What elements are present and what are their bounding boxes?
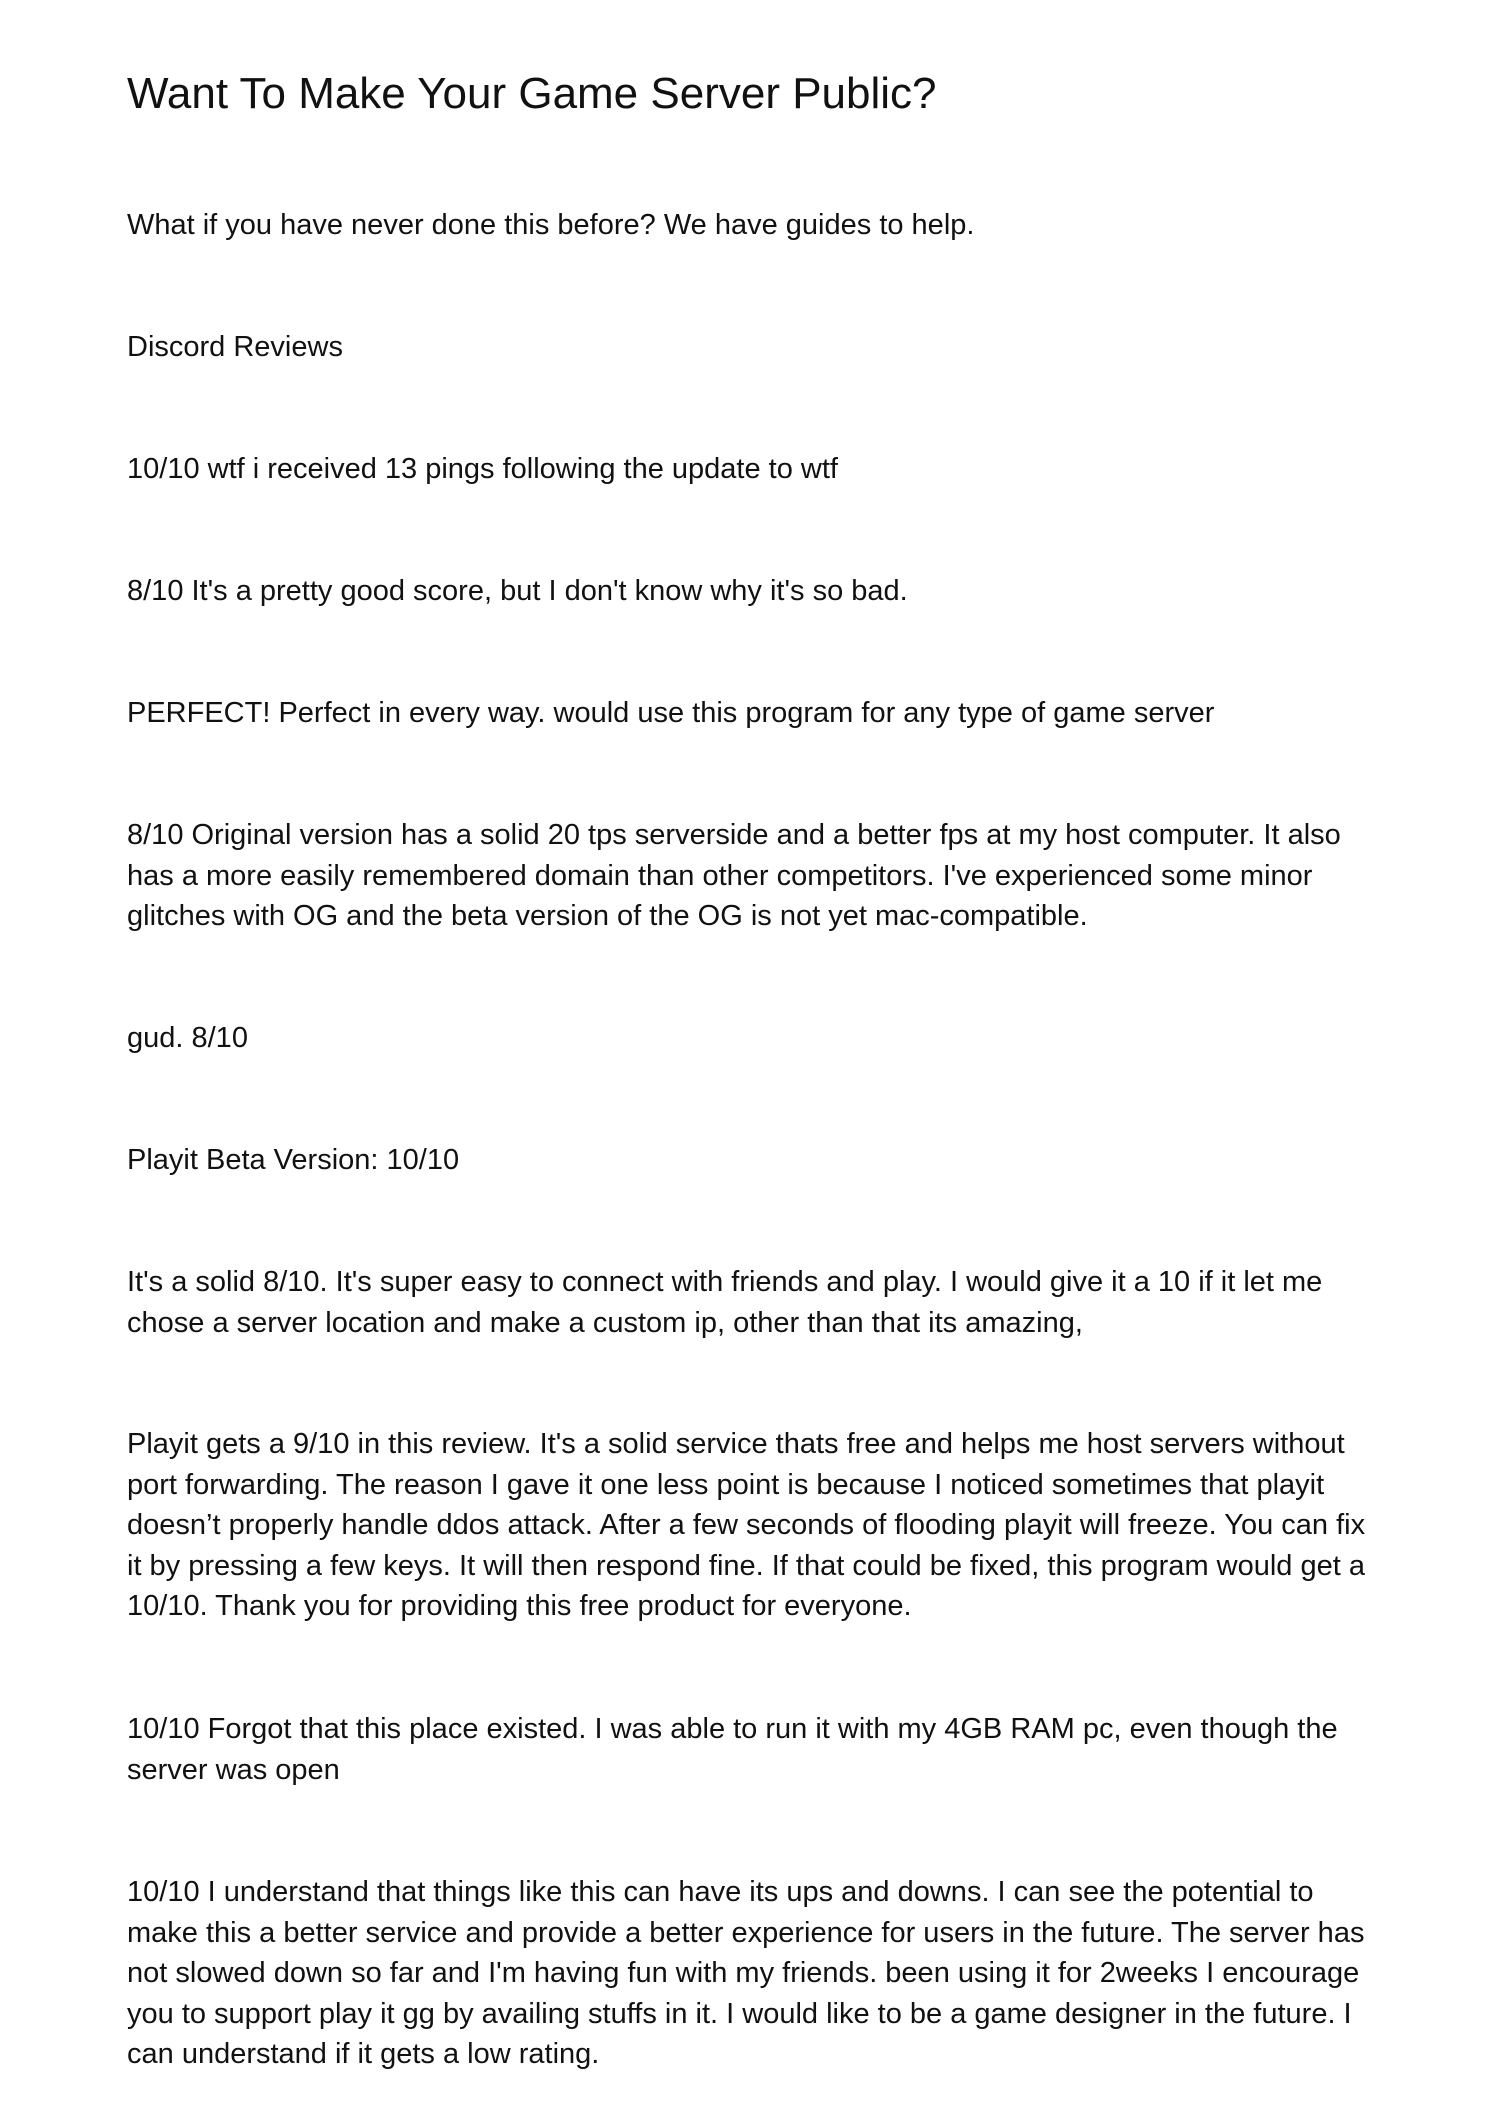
review-paragraph: Playit gets a 9/10 in this review. It's a solid service thats free and helps me host servers without port forwarding. The reason I gave it one less point is because I noticed sometimes that playit doesn’t properly handle ddos attack. After a few seconds of flooding playit will freeze. You can fix it by pressing a few keys. It will then respond fine. If that could be fixed, this program would get a 10/10. Thank you for providing this free product for everyone. (127, 1428, 1366, 1623)
review-paragraph: 10/10 wtf i received 13 pings following the update to wtf (127, 453, 838, 485)
section-heading: Discord Reviews (127, 331, 343, 363)
review-paragraph: It's a solid 8/10. It's super easy to connect with friends and play. I would give it a 10 if it let me chose a server location and make a custom ip, other than that its amazing, (127, 1266, 1323, 1339)
review-paragraph: 8/10 It's a pretty good score, but I don't know why it's so bad. (127, 575, 908, 607)
review-paragraph: PERFECT! Perfect in every way. would use this program for any type of game server (127, 697, 1215, 729)
review-paragraph: 10/10 Forgot that this place existed. I was able to run it with my 4GB RAM pc, even though the server was open (127, 1713, 1338, 1786)
review-paragraph: gud. 8/10 (127, 1022, 248, 1054)
review-paragraph: Playit Beta Version: 10/10 (127, 1144, 460, 1176)
page-title: Want To Make Your Game Server Public? (127, 69, 937, 118)
review-paragraph: 10/10 I understand that things like this can have its ups and downs. I can see the potential to make this a better service and provide a better experience for users in the future. The server has not slowed down so far and I'm having fun with my friends. been using it for 2weeks I encourage you to support play it gg by availing stuffs in it. I would like to be a game designer in the future. I can understand if it gets a low rating. (127, 1876, 1365, 2071)
intro-paragraph: What if you have never done this before? We have guides to help. (127, 209, 975, 241)
review-paragraph: 8/10 Original version has a solid 20 tps serverside and a better fps at my host computer. It also has a more easily remembered domain than other competitors. I've experienced some minor glitches with OG and the beta version of the OG is not yet mac-compatible. (127, 819, 1341, 933)
